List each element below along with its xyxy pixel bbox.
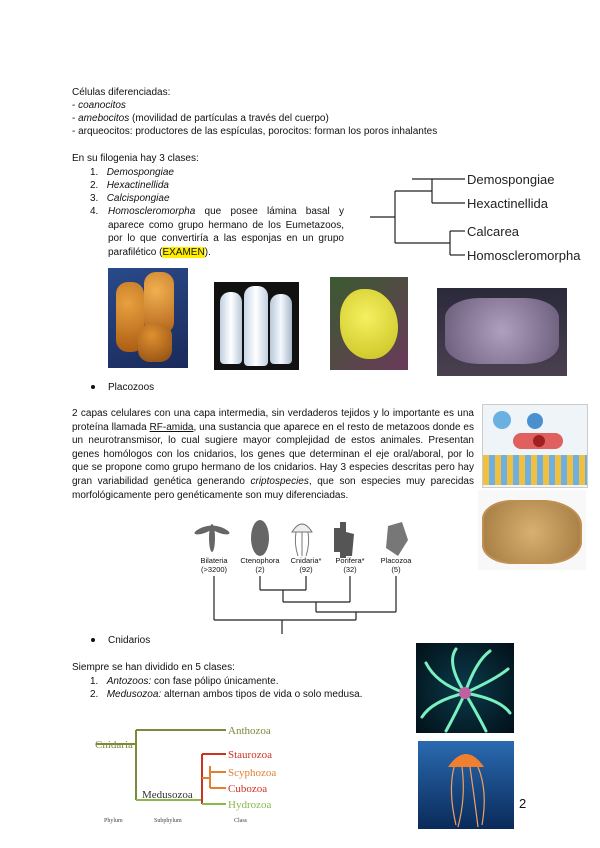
cells-heading: Células diferenciadas: <box>72 87 171 98</box>
cell-item-2: - amebocitos (movilidad de partículas a través del cuerpo) <box>72 113 329 124</box>
comb-jelly-icon <box>251 520 269 556</box>
glass-sponge-photo <box>214 282 299 370</box>
class-item-3: 3. Calcispongiae <box>90 193 170 204</box>
axis-phylum: Phylum <box>104 818 123 824</box>
placozoa-cell-diagram <box>482 404 588 488</box>
tree-label-homoscleromorpha: Homoscleromorpha <box>467 248 581 263</box>
tree-anthozoa: Anthozoa <box>228 725 271 737</box>
metazoan-tree <box>192 512 432 636</box>
tree-cnidaria-root: Cnidaria <box>95 739 133 751</box>
tree-medusozoa: Medusozoa <box>142 789 193 801</box>
class-item-2: 2. Hexactinellida <box>90 180 169 191</box>
class-item-4-num: 4. <box>90 206 99 217</box>
tree-label-hexactinellida: Hexactinellida <box>467 196 548 211</box>
tree-cubozoa: Cubozoa <box>228 783 268 795</box>
taxon-cnidaria: Cnidaria* (92) <box>290 556 322 574</box>
placozoa-icon <box>386 522 408 556</box>
placozoos-heading: Placozoos <box>108 382 155 393</box>
class-item-4: Homoscleromorpha que posee lámina basal y aparece como grupo hermano de los Eumetazoos, por lo que convertiría a las esponjas en un grupo parafilético (EXAMEN). <box>108 206 344 258</box>
cnid-class-1: 1. Antozoos: con fase pólipo únicamente. <box>90 676 279 687</box>
placozoa-photo <box>478 490 586 570</box>
cnidarios-heading: Cnidarios <box>108 635 151 646</box>
taxon-ctenophora: Ctenophora (2) <box>240 556 280 574</box>
sponge-tree <box>350 165 590 265</box>
tree-label-demospongiae: Demospongiae <box>467 172 555 187</box>
jellyfish-photo <box>418 741 514 829</box>
placozoos-paragraph: 2 capas celulares con una capa intermedia, sin verdaderos tejidos y lo importante es una proteína llamada RF-amida, una sustancia que aparece en el resto de metazoos donde es un neurotransmisor, lo cual sugiere mayor complejidad de estos animales. Presentan genes homólogos con los cnidarios, los genes que determinan el eje oral/aboral, por lo que se propone como grupo hermano de los cnidarios. Hay 3 especies descritas pero hay gran variabilidad genética generando criptospecies, que son especies muy parecidas morfológicamente pero genéticamente son muy diferenciadas. <box>72 408 474 501</box>
anemone-icon <box>416 643 514 733</box>
cnidaria-tree <box>92 718 292 828</box>
tree-label-calcarea: Calcarea <box>467 224 520 239</box>
jellyfish-icon <box>292 524 312 532</box>
sponge-icon <box>334 522 354 558</box>
cell-item-3: - arqueocitos: productores de las espículas, porocitos: forman los poros inhalantes <box>72 126 438 137</box>
taxon-bilateria: Bilateria (>3200) <box>200 556 228 574</box>
metazoan-branches <box>192 576 432 636</box>
tree-hydrozoa: Hydrozoa <box>228 799 272 811</box>
taxon-placozoa: Placozoa (5) <box>380 556 412 574</box>
tree-scyphozoa: Scyphozoa <box>228 767 277 779</box>
taxa-silhouettes <box>192 512 432 562</box>
calcareous-sponge-photo <box>330 277 408 370</box>
axis-subphylum: Subphylum <box>154 818 182 824</box>
cnid-class-2: 2. Medusozoa: alternan ambos tipos de vida o solo medusa. <box>90 689 363 700</box>
exam-highlight: EXAMEN <box>162 246 205 258</box>
phylogeny-intro: En su filogenia hay 3 clases: <box>72 153 199 164</box>
bullet-dot <box>91 385 95 389</box>
cell-item-1: - coanocitos <box>72 100 126 111</box>
jellyfish-icon <box>418 741 514 829</box>
anemone-photo <box>416 643 514 733</box>
tree-staurozoa: Staurozoa <box>228 749 272 761</box>
cnidarios-intro: Siempre se han dividido en 5 clases: <box>72 662 235 673</box>
class-item-1: 1. Demospongiae <box>90 167 174 178</box>
axis-class: Class <box>234 818 248 824</box>
bullet-dot <box>91 638 95 642</box>
page-number: 2 <box>519 796 527 811</box>
taxon-porifera: Porifera* (32) <box>335 556 365 574</box>
demosponge-photo <box>108 268 188 368</box>
homoscleromorph-photo <box>437 288 567 376</box>
